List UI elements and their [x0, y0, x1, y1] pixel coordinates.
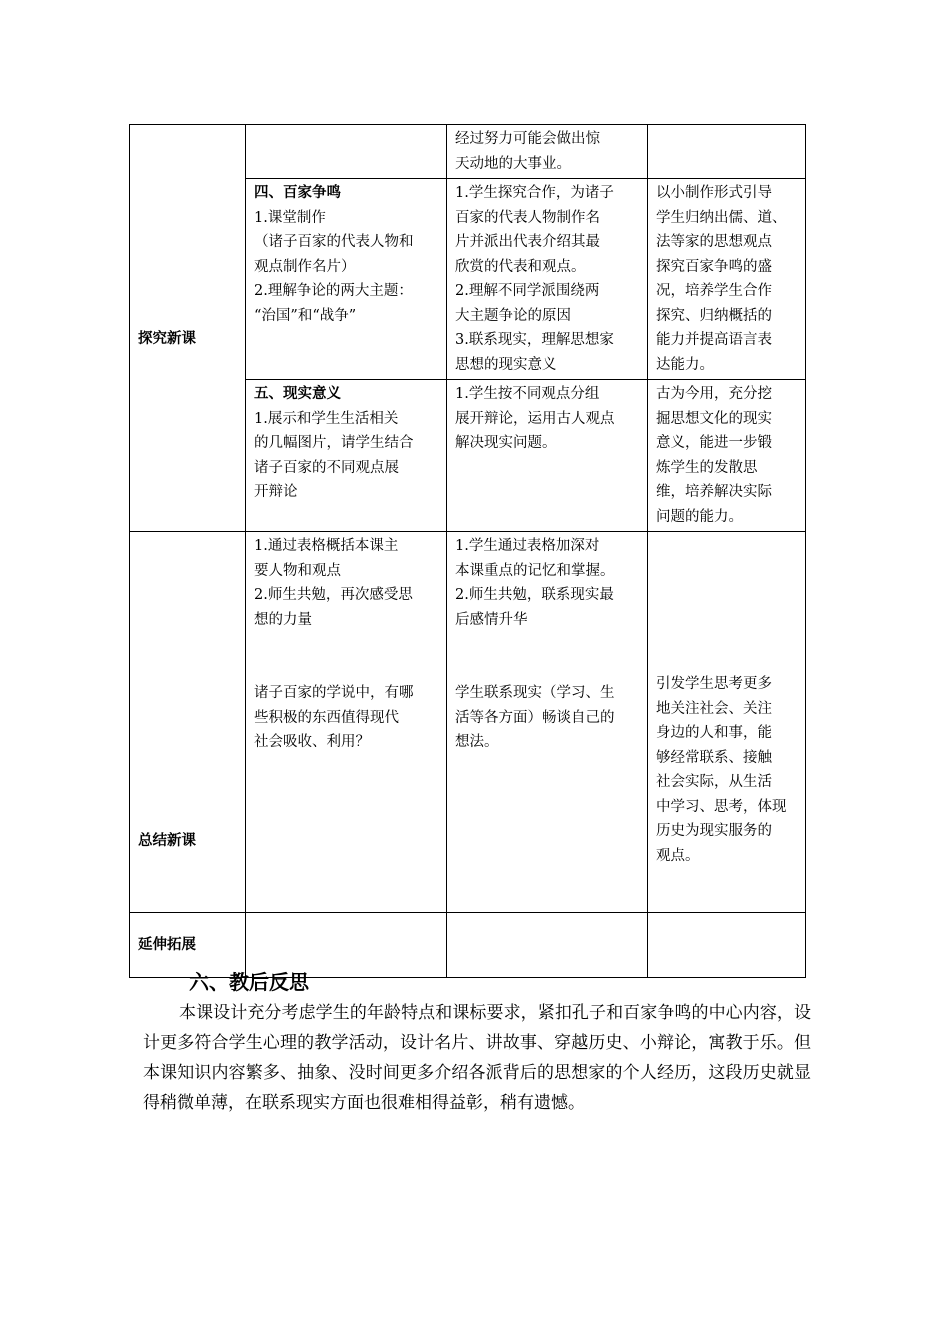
cell-line: 2.理解不同学派围绕两 [455, 283, 600, 299]
cell-line: 展开辩论，运用古人观点 [455, 410, 615, 427]
cell-line: 的几幅图片，请学生结合 [254, 435, 414, 451]
cell-line: 历史为现实服务的 [656, 823, 772, 839]
cell-line: （诸子百家的代表人物和 [254, 234, 414, 250]
cell-line: 法等家的思想观点 [656, 234, 772, 250]
cell-line: 后感情升华 [455, 611, 528, 628]
cell-line: 社会实际，从生活 [656, 774, 772, 790]
stage-cell-summary [130, 532, 246, 913]
table-row [130, 125, 806, 179]
student-activity-cell [447, 125, 648, 179]
cell-line: 欣赏的代表和观点。 [455, 258, 586, 275]
student-activity-cell [447, 532, 648, 913]
cell-line: 1.学生探究合作，为诸子 [455, 185, 614, 201]
stage-label: 延伸拓展 [138, 936, 196, 953]
cell-line: 维，培养解决实际 [656, 484, 772, 500]
cell-line: 解决现实问题。 [455, 435, 557, 451]
section-title: 四、百家争鸣 [254, 185, 341, 201]
cell-line: 达能力。 [656, 356, 714, 373]
teacher-activity-cell [246, 125, 447, 179]
design-intent-cell [648, 532, 806, 913]
cell-line: 学生归纳出儒、道、 [656, 209, 787, 226]
teacher-activity-cell [246, 380, 447, 532]
cell-line: 地关注社会、关注 [656, 700, 772, 717]
cell-line: 1.课堂制作 [254, 209, 326, 226]
table-row [130, 532, 806, 913]
student-activity-cell [447, 380, 648, 532]
cell-line: 探究、归纳概括的 [656, 307, 772, 324]
cell-line: 掘思想文化的现实 [656, 410, 772, 427]
stage-cell-explore [130, 125, 246, 532]
section-heading: 六、教后反思 [189, 970, 309, 994]
cell-line: “治国”和“战争” [254, 307, 357, 324]
student-activity-cell [447, 913, 648, 978]
lesson-plan-table [129, 124, 806, 978]
cell-line: 炼学生的发散思 [656, 459, 758, 476]
cell-line: 观点。 [656, 847, 700, 864]
cell-line: 活等各方面）畅谈自己的 [455, 709, 615, 726]
cell-line: 1.学生按不同观点分组 [455, 386, 600, 402]
cell-line: 经过努力可能会做出惊 [455, 131, 600, 147]
cell-line: 探究百家争鸣的盛 [656, 258, 772, 275]
cell-line: 身边的人和事，能 [656, 725, 772, 741]
cell-line: 1.通过表格概括本课主 [254, 538, 399, 554]
design-intent-cell [648, 913, 806, 978]
cell-line: 想的力量 [254, 611, 312, 628]
teacher-activity-cell [246, 532, 447, 913]
cell-line: 2.师生共勉，联系现实最 [455, 587, 614, 603]
stage-label: 总结新课 [138, 833, 196, 849]
cell-line: 2.理解争论的两大主题： [254, 283, 413, 299]
cell-line: 引发学生思考更多 [656, 676, 772, 692]
cell-line: 况，培养学生合作 [656, 283, 772, 299]
cell-line: 3.联系现实，理解思想家 [455, 332, 614, 348]
cell-line: 能力并提高语言表 [656, 332, 772, 348]
design-intent-cell [648, 125, 806, 179]
cell-line: 片并派出代表介绍其最 [455, 234, 600, 250]
section-title: 五、现实意义 [254, 386, 341, 402]
cell-line: 百家的代表人物制作名 [455, 209, 600, 226]
cell-line: 开辩论 [254, 484, 298, 500]
cell-line: 社会吸收、利用？ [254, 734, 370, 750]
cell-line: 2.师生共勉，再次感受思 [254, 587, 413, 603]
cell-line: 思想的现实意义 [455, 356, 557, 373]
student-activity-cell [447, 179, 648, 380]
cell-line: 些积极的东西值得现代 [254, 709, 399, 726]
cell-line: 大主题争论的原因 [455, 307, 571, 324]
cell-line: 古为今用，充分挖 [656, 386, 772, 402]
cell-line: 本课重点的记忆和掌握。 [455, 562, 615, 579]
stage-label: 探究新课 [138, 330, 196, 347]
cell-line: 意义，能进一步锻 [656, 435, 772, 451]
design-intent-cell [648, 380, 806, 532]
cell-line: 1.展示和学生生活相关 [254, 410, 399, 427]
cell-line: 中学习、思考，体现 [656, 798, 787, 815]
cell-line: 1.学生通过表格加深对 [455, 538, 600, 554]
cell-line: 问题的能力。 [656, 508, 743, 525]
cell-line: 以小制作形式引导 [656, 185, 772, 201]
reflection-paragraph: 本课设计充分考虑学生的年龄特点和课标要求，紧扣孔子和百家争鸣的中心内容，设计更多符合学生心理的教学活动，设计名片、讲故事、穿越历史、小辩论，寓教于乐。但本课知识内容繁多、抽象、没时间更多介绍各派背后的思想家的个人经历，这段历史就显得稍微单薄，在联系现实方面也很难相得益彰，稍有遗憾。 [143, 1003, 811, 1113]
cell-line: 想法。 [455, 734, 499, 750]
cell-line: 够经常联系、接触 [656, 749, 772, 766]
cell-line: 要人物和观点 [254, 562, 341, 579]
cell-line: 天动地的大事业。 [455, 155, 571, 172]
design-intent-cell [648, 179, 806, 380]
cell-line: 学生联系现实（学习、生 [455, 685, 615, 701]
cell-line: 观点制作名片） [254, 258, 356, 275]
teacher-activity-cell [246, 179, 447, 380]
cell-line: 诸子百家的不同观点展 [254, 459, 399, 476]
cell-line: 诸子百家的学说中，有哪 [254, 685, 414, 701]
